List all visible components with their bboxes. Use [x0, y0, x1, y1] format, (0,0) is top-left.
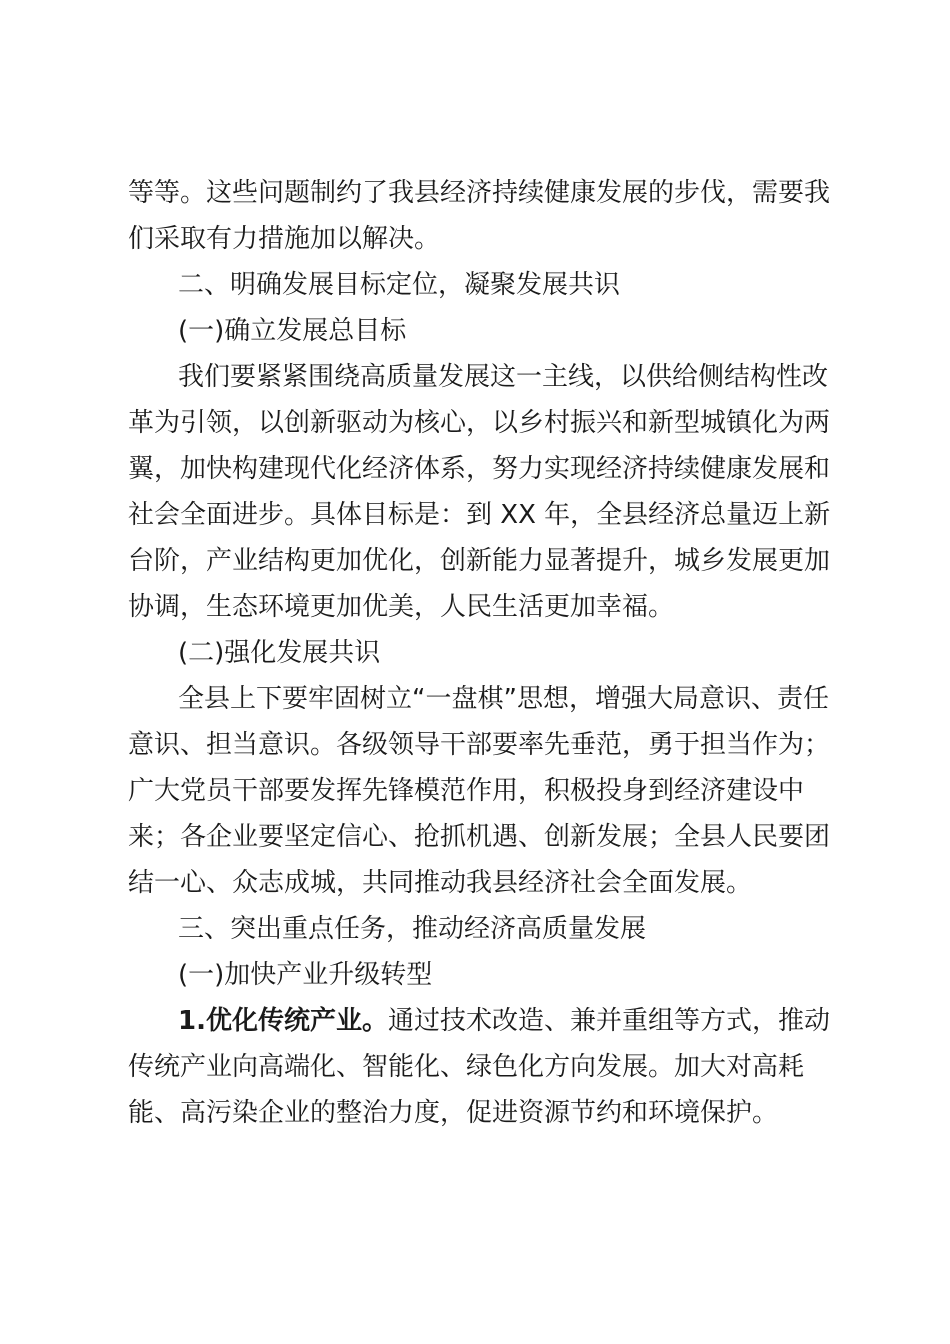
bold-lead-text: 1.优化传统产业。: [178, 1006, 388, 1036]
section-heading: 三、突出重点任务，推动经济高质量发展: [178, 914, 647, 944]
subsection-heading: (一)加快产业升级转型: [178, 960, 433, 990]
paragraph-line: 社会全面进步。具体目标是：到 XX 年，全县经济总量迈上新: [128, 500, 831, 530]
paragraph-line: 能、高污染企业的整治力度，促进资源节约和环境保护。: [128, 1098, 779, 1128]
paragraph-line: 协调，生态环境更加优美，人民生活更加幸福。: [128, 592, 675, 622]
paragraph-text: 通过技术改造、兼并重组等方式，推动: [387, 1006, 830, 1036]
paragraph-line: 我们要紧紧围绕高质量发展这一主线，以供给侧结构性改: [178, 362, 829, 392]
paragraph-line: 等等。这些问题制约了我县经济持续健康发展的步伐，需要我: [128, 178, 831, 208]
document-body: [128, 170, 831, 1136]
paragraph-line: 革为引领，以创新驱动为核心，以乡村振兴和新型城镇化为两: [128, 408, 831, 438]
paragraph-line: 来；各企业要坚定信心、抢抓机遇、创新发展；全县人民要团: [128, 822, 831, 852]
paragraph-line: 广大党员干部要发挥先锋模范作用，积极投身到经济建设中: [128, 776, 805, 806]
paragraph-line: 结一心、众志成城，共同推动我县经济社会全面发展。: [128, 868, 753, 898]
paragraph-line: 台阶，产业结构更加优化，创新能力显著提升，城乡发展更加: [128, 546, 831, 576]
paragraph-line: 意识、担当意识。各级领导干部要率先垂范，勇于担当作为；: [128, 730, 831, 760]
paragraph-line: 们采取有力措施加以解决。: [128, 224, 441, 254]
paragraph-line: 传统产业向高端化、智能化、绿色化方向发展。加大对高耗: [128, 1052, 805, 1082]
section-heading: 二、明确发展目标定位，凝聚发展共识: [178, 270, 621, 300]
subsection-heading: (一)确立发展总目标: [178, 316, 407, 346]
subsection-heading: (二)强化发展共识: [178, 638, 381, 668]
paragraph-line: 翼，加快构建现代化经济体系，努力实现经济持续健康发展和: [128, 454, 831, 484]
paragraph-line: [128, 998, 830, 1044]
paragraph-line: 全县上下要牢固树立“一盘棋”思想，增强大局意识、责任: [178, 684, 829, 714]
